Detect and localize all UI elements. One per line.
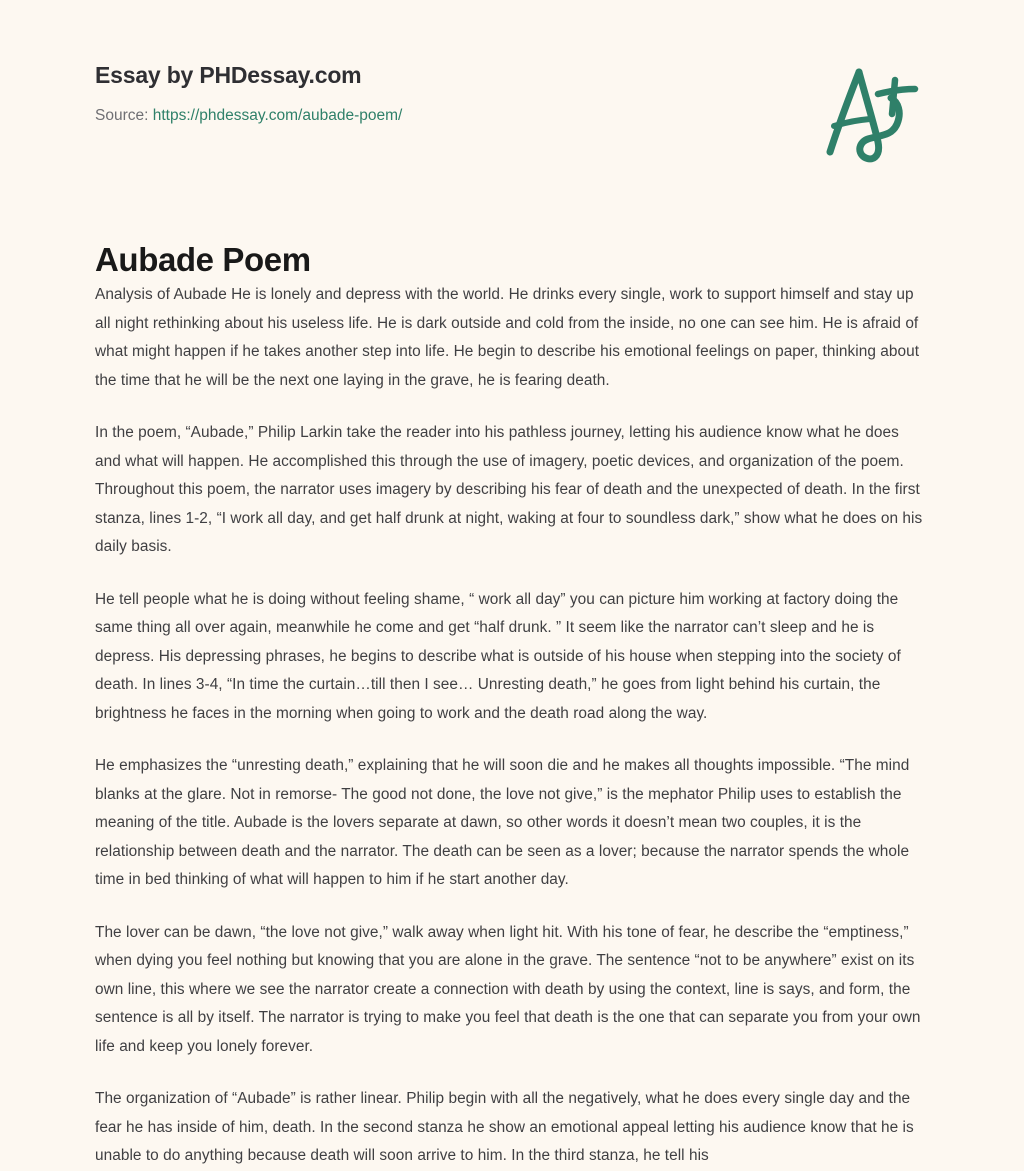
page-title: Aubade Poem — [95, 241, 311, 279]
aplus-logo-icon — [812, 62, 922, 167]
essay-paragraph: In the poem, “Aubade,” Philip Larkin take the reader into his pathless journey, letting his audience know what he does and what will happen. He accomplished this through the use of imagery, poetic devices, and organization of the poem. Throughout this poem, the narrator uses imagery by describing his fear of death and the unexpected of death. In the first stanza, lines 1-2, “I work all day, and get half drunk at night, waking at four to soundless dark,” show what he does on his daily basis. — [95, 424, 923, 555]
brand-title: Essay by PHDessay.com — [95, 62, 362, 88]
essay-paragraph: He emphasizes the “unresting death,” explaining that he will soon die and he makes all thoughts impossible. “The mind blanks at the glare. Not in remorse- The good not done, the love not give,” is the mephator Philip uses to establish the meaning of the title. Aubade is the lovers separate at dawn, so other words it doesn’t mean two couples, it is the relationship between death and the narrator. The death can be seen as a lover; because the narrator spends the whole time in bed thinking of what will happen to him if he start another day. — [95, 757, 910, 888]
essay-paragraph: Analysis of Aubade He is lonely and depress with the world. He drinks every single, work to support himself and stay up all night rethinking about his useless life. He is dark outside and cold from the inside, no one can see him. He is afraid of what might happen if he takes another step into life. He begin to describe his emotional feelings on paper, thinking about the time that he will be the next one laying in the grave, he is fearing death. — [95, 286, 920, 389]
essay-paragraph: He tell people what he is doing without feeling shame, “ work all day” you can picture him working at factory doing the same thing all over again, meanwhile he come and get “half drunk. ” It seem like the narrator can’t sleep and he is depress. His depressing phrases, he begins to describe what is outside of his house when stepping into the society of death. In lines 3-4, “In time the curtain…till then I see… Unresting death,” he goes from light behind his curtain, the brightness he faces in the morning when going to work and the death road along the way. — [95, 590, 901, 722]
essay-paragraph: The organization of “Aubade” is rather linear. Philip begin with all the negatively, what he does every single day and the fear he has inside of him, death. In the second stanza he show an emotional appeal letting his audience know that he is unable to do anything because death will soon arrive to him. In the third stanza, he tell his — [95, 1090, 914, 1164]
source-label: Source: — [95, 106, 149, 124]
essay-body — [95, 281, 927, 1171]
page-header — [95, 62, 935, 126]
essay-paragraph: The lover can be dawn, “the love not give,” walk away when light hit. With his tone of fear, he describe the “emptiness,” when dying you feel nothing but knowing that you are alone in the grave. The sentence “not to be anywhere” exist on its own line, this where we see the narrator create a connection with death by using the context, line is says, and form, the sentence is all by itself. The narrator is trying to make you feel that death is the one that can separate you from your own life and keep you lonely forever. — [95, 923, 921, 1055]
source-line — [95, 105, 935, 127]
source-url-link[interactable]: https://phdessay.com/aubade-poem/ — [152, 106, 403, 124]
